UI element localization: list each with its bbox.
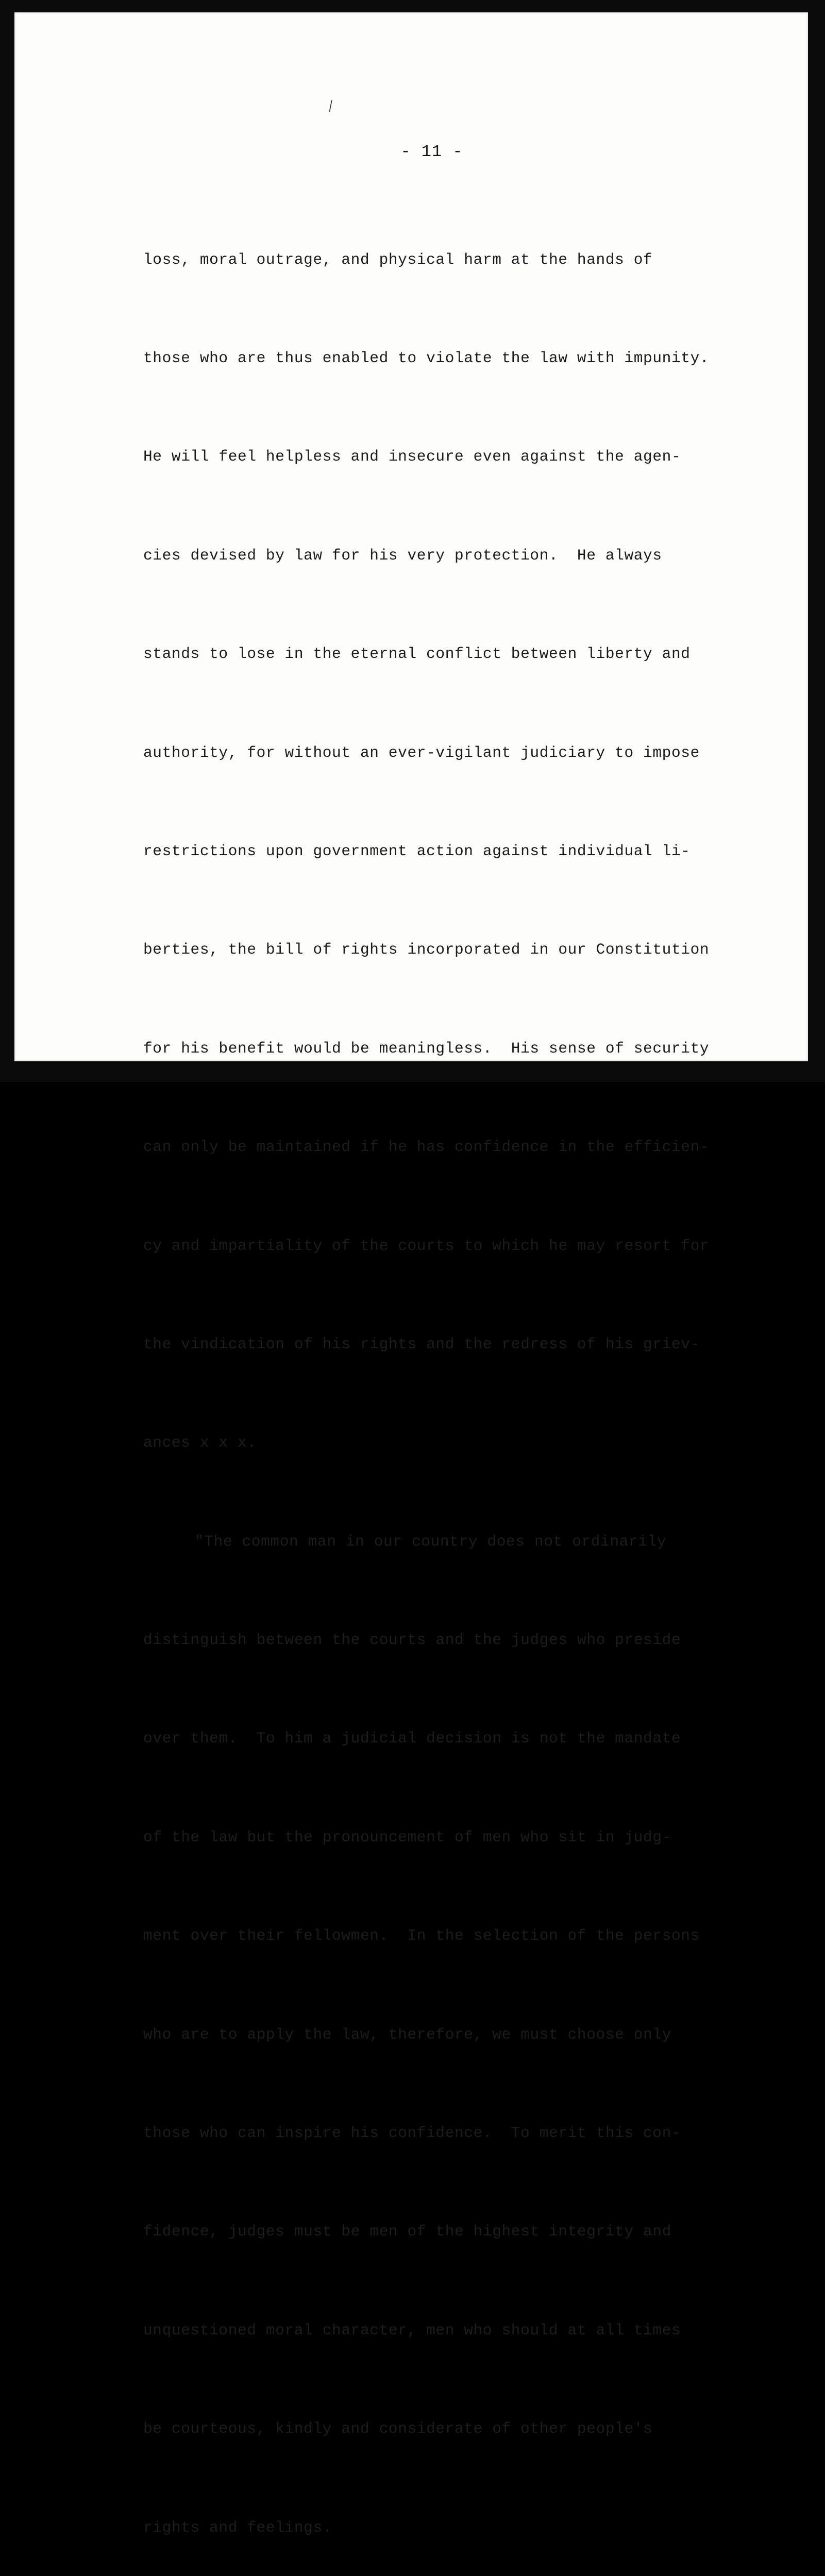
text-line: authority, for without an ever-vigilant judiciary to impose <box>143 743 700 761</box>
text-line: fidence, judges must be men of the highest integrity and <box>143 2223 671 2241</box>
text-line: of the law but the pronouncement of men who sit in judg- <box>143 1828 671 1846</box>
pencil-mark-icon: ⁄ <box>327 99 335 114</box>
text-line: loss, moral outrage, and physical harm at the hands of <box>143 250 653 268</box>
text-line: cies devised by law for his very protection. He always <box>143 546 662 564</box>
text-line: He will feel helpless and insecure even against the agen- <box>143 448 681 466</box>
text-line: rights and feelings. <box>143 2518 332 2536</box>
page-number: - 11 - <box>400 142 463 161</box>
text-line: restrictions upon government action against individual li- <box>143 842 691 860</box>
text-line: unquestioned moral character, men who should at all times <box>143 2321 681 2339</box>
text-line: berties, the bill of rights incorporated in our Constitution <box>143 941 710 959</box>
text-line: cy and impartiality of the courts to which he may resort for <box>143 1236 710 1255</box>
text-line: "The common man in our country does not ordinarily <box>195 1532 667 1550</box>
text-line: stands to lose in the eternal conflict between liberty and <box>143 645 691 663</box>
text-line: ment over their fellowmen. In the selection of the persons <box>143 1927 700 1945</box>
text-line: for his benefit would be meaningless. His sense of security <box>143 1039 710 1057</box>
text-line: distinguish between the courts and the judges who preside <box>143 1631 681 1649</box>
body-text <box>143 178 772 2576</box>
text-line: who are to apply the law, therefore, we must choose only <box>143 2025 671 2043</box>
text-line: the vindication of his rights and the redress of his griev- <box>143 1335 700 1353</box>
text-line: can only be maintained if he has confidence in the efficien- <box>143 1138 710 1156</box>
text-line: ances x x x. <box>143 1434 257 1452</box>
text-line: be courteous, kindly and considerate of other people's <box>143 2420 653 2438</box>
text-line: those who are thus enabled to violate the law with impunity. <box>143 349 710 367</box>
text-line: over them. To him a judicial decision is not the mandate <box>143 1730 681 1748</box>
text-line: those who can inspire his confidence. To merit this con- <box>143 2124 681 2142</box>
